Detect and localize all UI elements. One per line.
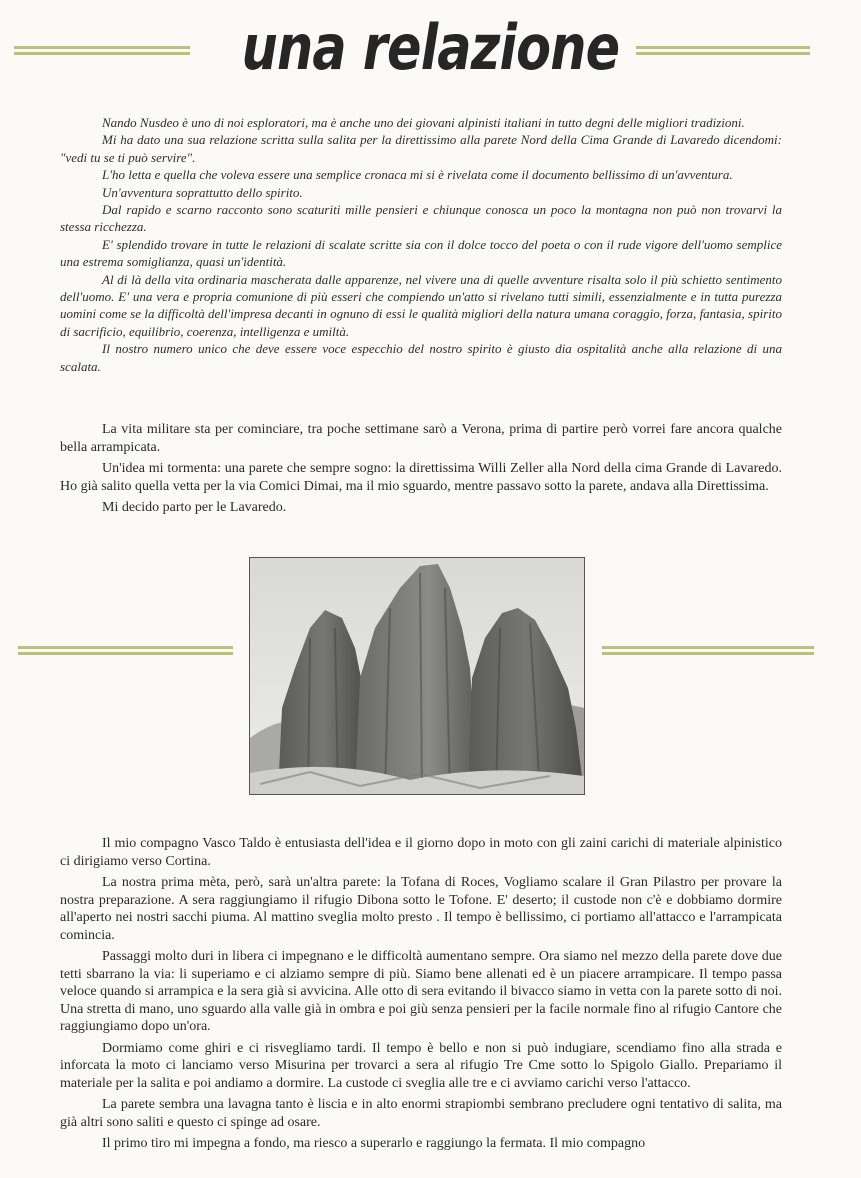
- decorative-rule-top-left: [14, 46, 190, 55]
- body-section-bottom: [60, 835, 782, 1157]
- body-paragraph: La parete sembra una lavagna tanto è liscia e in alto enormi strapiombi sembrano precludere ogni tentativo di salita, ma già altri sono saliti e questo ci spinge ad osare.: [60, 1097, 782, 1130]
- intro-paragraph: Il nostro numero unico che deve essere voce especchio del nostro spirito è giusto dia ospitalità anche alla relazione di una scalata.: [60, 341, 782, 374]
- intro-paragraph: Mi ha dato una sua relazione scritta sulla salita per la direttissimo alla parete Nord della Cima Grande di Lavaredo dicendomi: "vedi tu se ti può servire".: [60, 132, 782, 165]
- body-paragraph: La nostra prima mèta, però, sarà un'altra parete: la Tofana di Roces, Vogliamo scalare il Gran Pilastro per provare la nostra preparazione. A sera raggiungiamo il rifugio Dibona sotto le Tofone. E' deserto; il custode non c'è e dobbiamo dormire all'aperto nei nostri sacchi piuma. Al mattino sveglia molto presto . Il tempo è bellissimo, ci portiamo all'attacco e l'arrampicata comincia.: [60, 875, 782, 943]
- intro-paragraph: L'ho letta e quella che voleva essere una semplice cronaca mi si è rivelata come il documento bellissimo di un'avventura.: [102, 167, 733, 183]
- intro-section: [60, 114, 782, 375]
- body-paragraph: Il primo tiro mi impegna a fondo, ma riesco a superarlo e raggiungo la fermata. Il mio compagno: [102, 1136, 646, 1151]
- intro-paragraph: Al di là della vita ordinaria mascherata dalle apparenze, nel vivere una di quelle avventure risalta solo il più schietto sentimento dell'uomo. E' una vera e propria comunione di più esseri che compiendo un'atto si rivelano tutti simili, essenzialmente e in tutta purezza uomini come se la difficoltà dell'impresa decanti in ognuno di essi le qualità migliori della natura umana coraggio, forza, fantasia, spirito di sacrificio, equilibrio, coerenza, intelligenza e umiltà.: [60, 271, 782, 339]
- intro-paragraph: E' splendido trovare in tutte le relazioni di scalate scritte sia con il dolce tocco del poeta o con il rude vigore dell'uomo semplice una estrema somiglianza, quasi un'identità.: [60, 236, 782, 270]
- body-paragraph: Dormiamo come ghiri e ci risvegliamo tardi. Il tempo è bello e non si può indugiare, scendiamo fino alla strada e inforcata la moto ci lanciamo verso Misurina per trovarci a sera al rifugio Tre Cme sotto lo Spigolo Giallo. Prepariamo il materiale per la salita e poi andiamo a dormire. La custode ci sveglia alle tre e ci avviamo carichi verso l'attacco.: [60, 1040, 782, 1091]
- body-paragraph: Il mio compagno Vasco Taldo è entusiasta dell'idea e il giorno dopo in moto con gli zaini carichi di materiale alpinistico ci dirigiamo verso Cortina.: [60, 836, 782, 869]
- intro-paragraph: Nando Nusdeo è uno di noi esploratori, ma è anche uno dei giovani alpinisti italiani in tutto degni delle migliori tradizioni.: [102, 115, 745, 130]
- body-paragraph: Passaggi molto duri in libera ci impegnano e le difficoltà aumentano sempre. Ora siamo nel mezzo della parete dove due tetti sbarrano la via: li superiamo e ci alziamo sempre di più. Siamo bene allenati ed è un piacere arrampicare. Il tempo passa veloce quando si arrampica e la sera già si avvicina. Alle otto di sera evitando il bivacco siamo in vetta con la parete sotto di noi. Una stretta di mano, uno sguardo alla valle già in ombra e poi giù senza pensieri per la facile normale fino al rifugio Cantore che raggiungiamo dopo un'ora.: [60, 949, 782, 1034]
- body-paragraph: La vita militare sta per cominciare, tra poche settimane sarò a Verona, prima di partire però vorrei fare ancora qualche bella arrampicata.: [60, 422, 782, 455]
- decorative-rule-top-right: [636, 46, 810, 55]
- intro-paragraph: Un'avventura soprattutto dello spirito.: [102, 184, 303, 200]
- intro-paragraph: Dal rapido e scarno racconto sono scaturiti mille pensieri e chiunque conosca un poco la montagna non può non trovarvi la stessa ricchezza.: [60, 202, 782, 235]
- mountain-photo: [249, 557, 585, 795]
- body-paragraph: Mi decido parto per le Lavaredo.: [102, 500, 287, 515]
- body-section-top: [60, 421, 782, 521]
- decorative-rule-middle-left: [18, 646, 233, 655]
- body-paragraph: Un'idea mi tormenta: una parete che sempre sogno: la direttissima Willi Zeller alla Nord della cima Grande di Lavaredo. Ho già salito quella vetta per la via Comici Dimai, ma il mio sguardo, mentre passavo sotto la parete, andava alla Direttissima.: [60, 461, 782, 494]
- page-title: una relazione: [241, 11, 620, 84]
- decorative-rule-middle-right: [602, 646, 814, 655]
